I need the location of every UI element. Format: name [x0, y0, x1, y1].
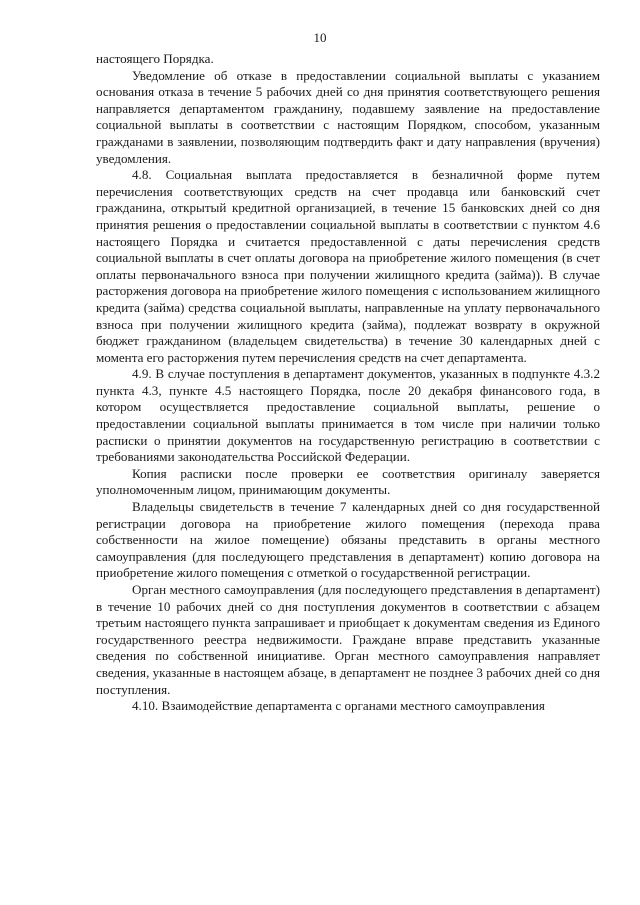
page-number: 10 — [313, 30, 327, 45]
paragraph: Уведомление об отказе в предоставлении социальной выплаты с указанием основания отказа в течение 5 рабочих дней со дня принятия соответствующего решения направляется департаментом гражданину, подавшему заявление на предоставление социальной выплаты в соответствии с настоящим Порядком, способом, указанным гражданами в заявлении, позволяющим подтвердить факт и дату направления (вручения) уведомления. — [96, 67, 600, 166]
paragraph: 4.9. В случае поступления в департамент документов, указанных в подпункте 4.3.2 пункта 4.3, пункте 4.5 настоящего Порядка, после 20 декабря финансового года, в котором осуществляется предоставление социальной выплаты, решение о предоставлении социальной выплаты принимается в том числе при наличии только расписки о принятии документов на государственную регистрацию в соответствии с требованиями законодательства Российской Федерации. — [96, 366, 600, 465]
paragraph: настоящего Порядка. — [96, 51, 214, 66]
paragraph: Копия расписки после проверки ее соответствия оригиналу заверяется уполномоченным лицом, принимающим документы. — [96, 465, 600, 498]
paragraph: Орган местного самоуправления (для последующего представления в департамент) в течение 10 рабочих дней со дня поступления документов в соответствии с абзацем третьим настоящего пункта запрашивает и приобщает к документам сведения из Единого государственного реестра недвижимости. Граждане вправе представить указанные сведения по собственной инициативе. Орган местного самоуправления направляет сведения, указанные в настоящем абзаце, в департамент не позднее 3 рабочих дней со дня поступления. — [96, 582, 600, 697]
document-body — [96, 51, 600, 715]
paragraph: 4.10. Взаимодействие департамента с органами местного самоуправления — [132, 698, 545, 714]
paragraph: 4.8. Социальная выплата предоставляется в безналичной форме путем перечисления соответствующих средств на счет продавца или банковский счет гражданина, открытый кредитной организацией, в течение 15 банковских дней со дня принятия решения о предоставлении социальной выплаты в соответствии с пунктом 4.6 настоящего Порядка и считается предоставленной с даты перечисления средств социальной выплаты в счет оплаты договора на приобретение жилого помещения (в счет оплаты первоначального взноса при получении жилищного кредита (займа)). В случае расторжения договора на приобретение жилого помещения с использованием жилищного кредита (займа) средства социальной выплаты, направленные на уплату первоначального взноса при получении жилищного кредита (займа), подлежат возврату в окружной бюджет гражданином (владельцем свидетельства) в течение 30 календарных дней с момента его расторжения путем перечисления средств на счет департамента. — [96, 167, 600, 365]
paragraph: Владельцы свидетельств в течение 7 календарных дней со дня государственной регистрации договора на приобретение жилого помещения (перехода права собственности на жилое помещение) обязаны представить в органы местного самоуправления (для последующего представления в департамент) копию договора на приобретение жилого помещения с отметкой о государственной регистрации. — [96, 499, 600, 581]
